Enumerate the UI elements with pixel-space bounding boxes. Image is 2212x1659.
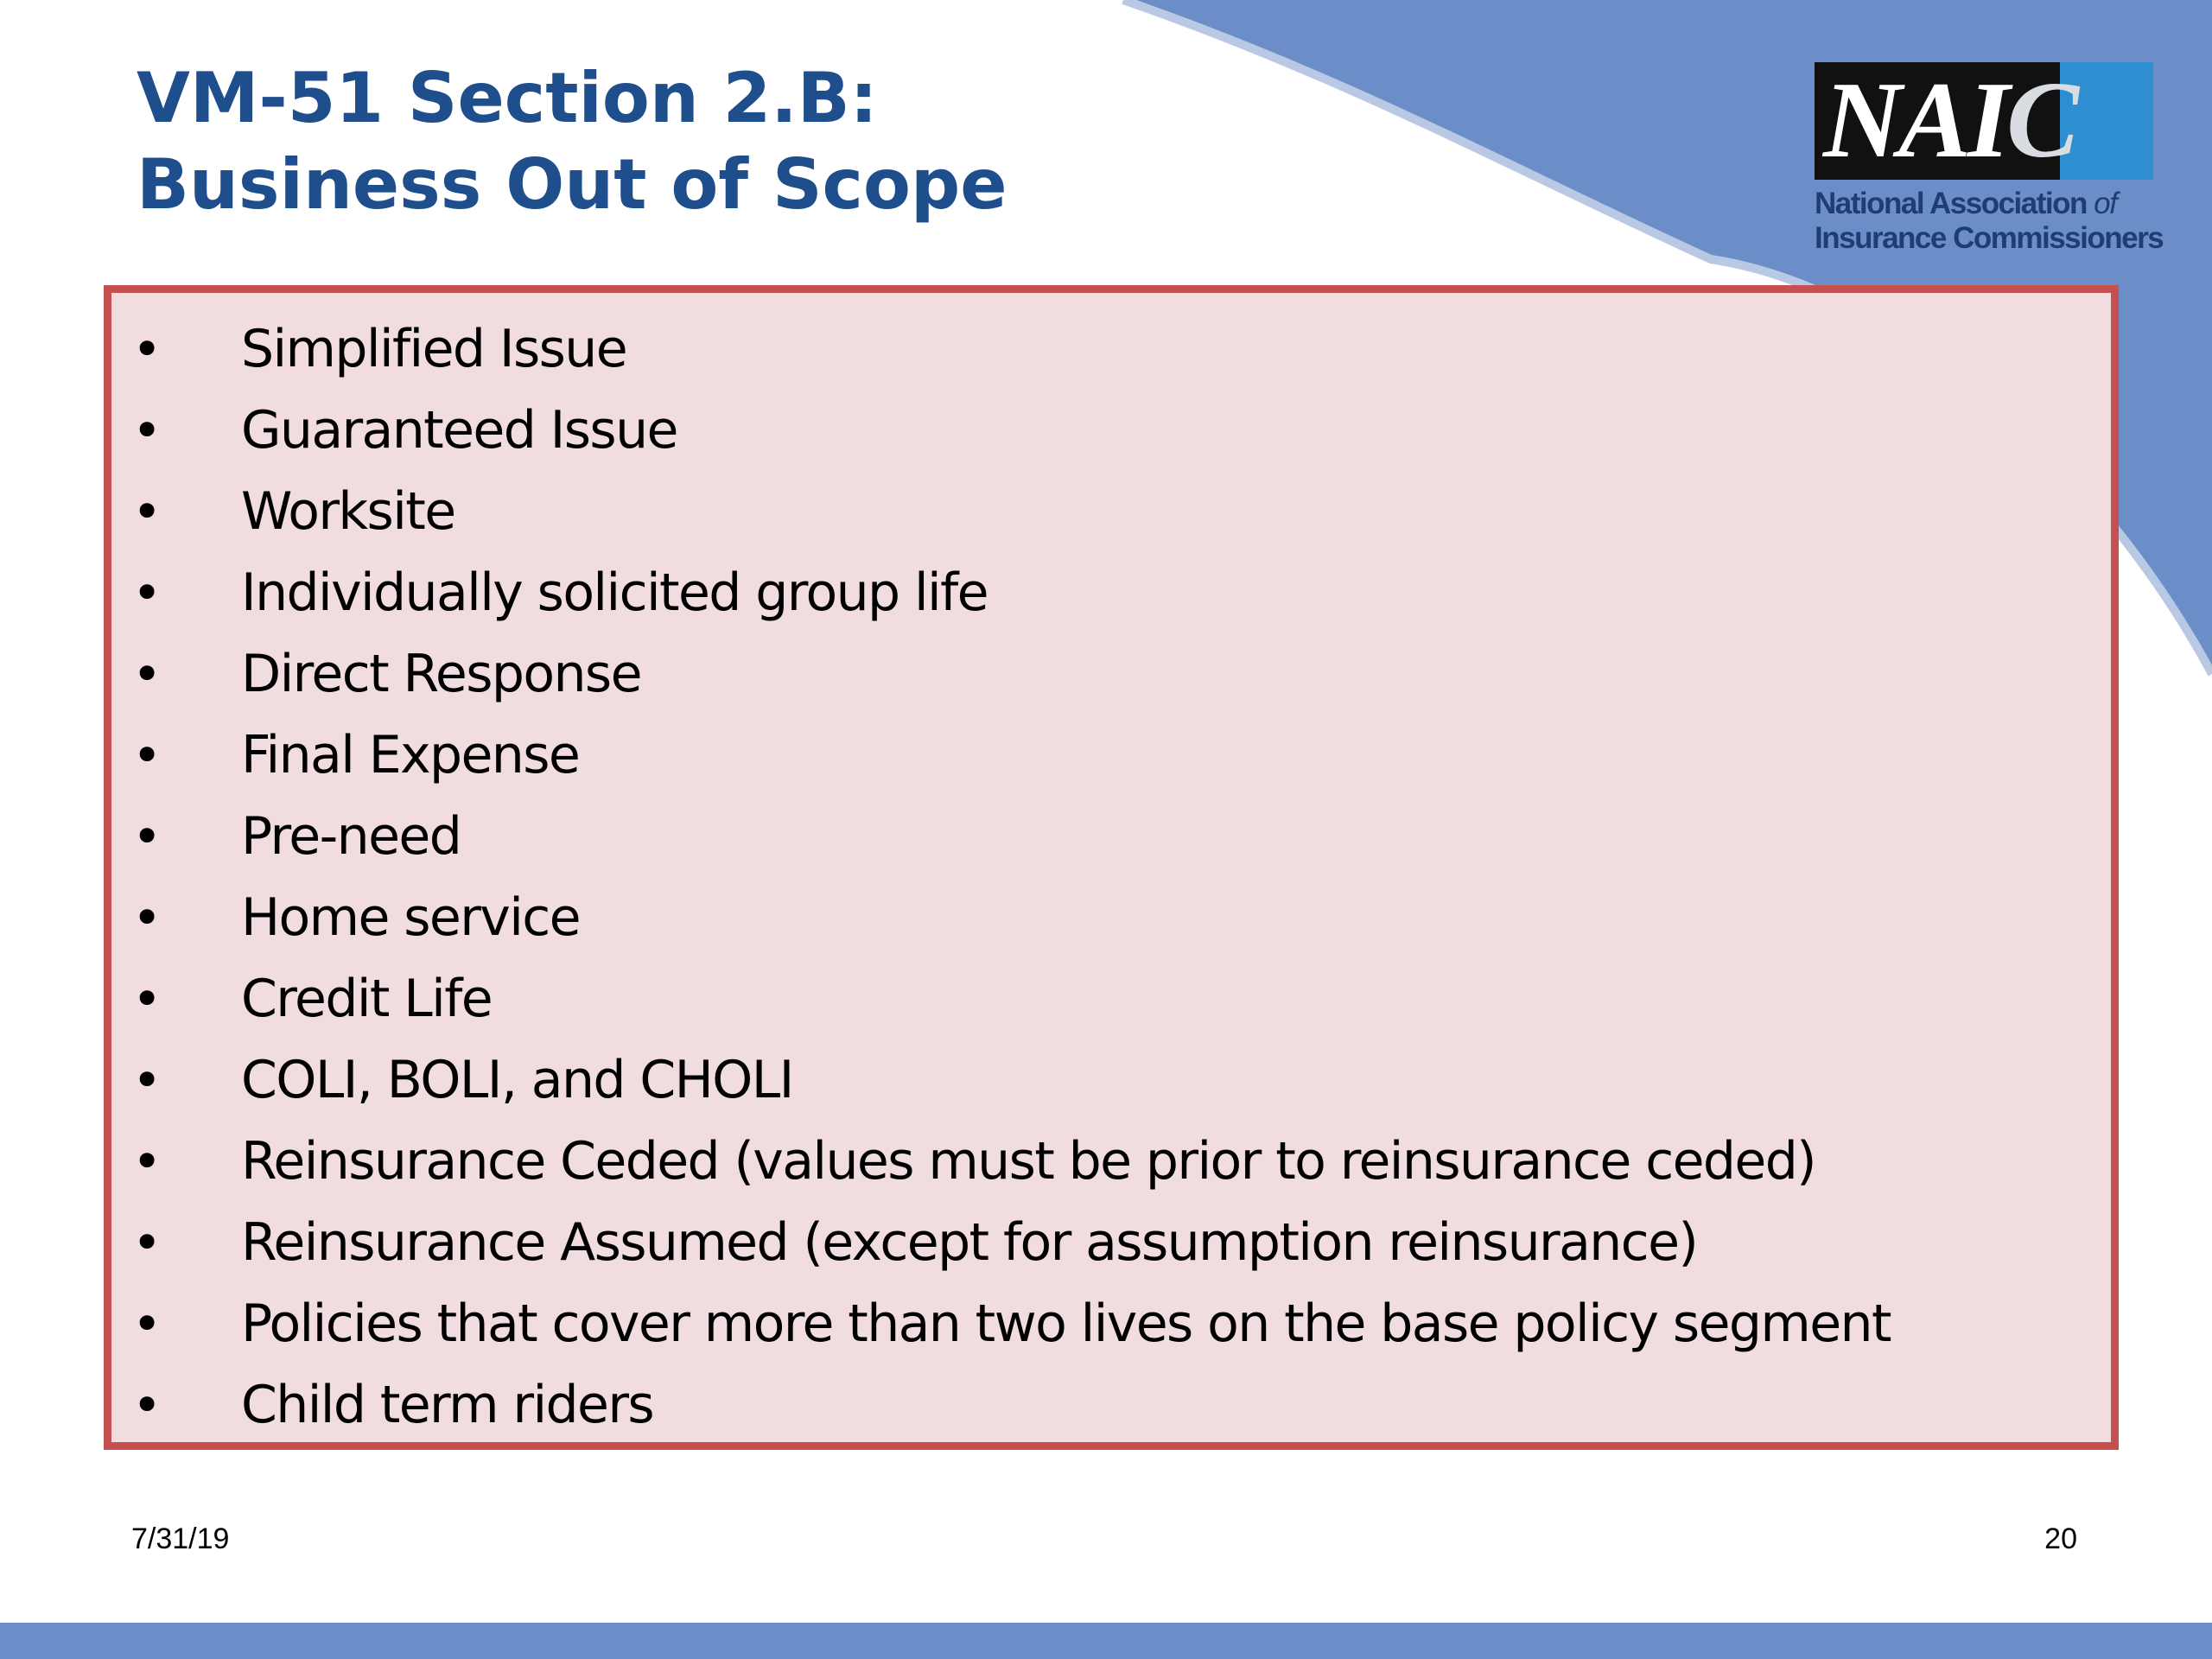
bullet-text: Reinsurance Ceded (values must be prior to reinsurance ceded) — [241, 1131, 1815, 1192]
slide-title-line-2: Business Out of Scope — [137, 144, 1007, 225]
logo-tagline-of: of — [2094, 187, 2117, 220]
bullet-text: Individually solicited group life — [241, 563, 988, 623]
bullet-dot: • — [132, 401, 162, 460]
bullet-dot: • — [132, 969, 162, 1028]
bullet-dot: • — [132, 645, 162, 703]
logo-tagline-line-1 — [1815, 187, 2153, 221]
bullet-text: Home service — [241, 887, 580, 948]
bullet-dot: • — [132, 482, 162, 541]
bottom-bar — [0, 1623, 2212, 1659]
out-of-scope-box — [104, 285, 2119, 1450]
bullet-text: Credit Life — [241, 969, 493, 1029]
logo-letters: NAI — [1823, 60, 2007, 181]
bullet-text: Policies that cover more than two lives on the base policy segment — [241, 1294, 1891, 1354]
bullet-dot: • — [132, 888, 162, 947]
bullet-dot: • — [132, 726, 162, 785]
bullet-text: Pre-need — [241, 806, 461, 867]
slide-title — [137, 55, 1007, 228]
logo-wordmark — [1823, 62, 2075, 180]
bullet-text: Reinsurance Assumed (except for assumption reinsurance) — [241, 1212, 1698, 1273]
bullet-text: COLI, BOLI, and CHOLI — [241, 1050, 793, 1110]
bullet-text: Worksite — [241, 481, 455, 542]
bullet-dot: • — [132, 563, 162, 622]
slide-title-line-1: VM-51 Section 2.B: — [137, 58, 878, 138]
logo-tagline — [1815, 187, 2164, 256]
naic-logo-mark — [1815, 62, 2153, 180]
bullet-text: Simplified Issue — [241, 319, 627, 379]
bullet-text: Final Expense — [241, 725, 580, 785]
bullet-dot: • — [132, 1132, 162, 1191]
slide-page-number: 20 — [2044, 1522, 2077, 1555]
bullet-dot: • — [132, 1294, 162, 1353]
bullet-dot: • — [132, 1376, 162, 1434]
bullet-dot: • — [132, 1051, 162, 1109]
logo-tagline-main: National Association — [1815, 187, 2087, 220]
bullet-text: Guaranteed Issue — [241, 400, 677, 461]
bullet-dot: • — [132, 1213, 162, 1272]
logo-tagline-line-2: Insurance Commissioners — [1815, 221, 2164, 255]
slide-date: 7/31/19 — [131, 1522, 230, 1555]
logo-last-letter: C — [2006, 60, 2076, 181]
bullet-dot: • — [132, 320, 162, 378]
bullet-text: Direct Response — [241, 644, 641, 704]
bullet-text: Child term riders — [241, 1375, 654, 1435]
naic-logo — [1815, 60, 2164, 256]
bullet-dot: • — [132, 807, 162, 866]
